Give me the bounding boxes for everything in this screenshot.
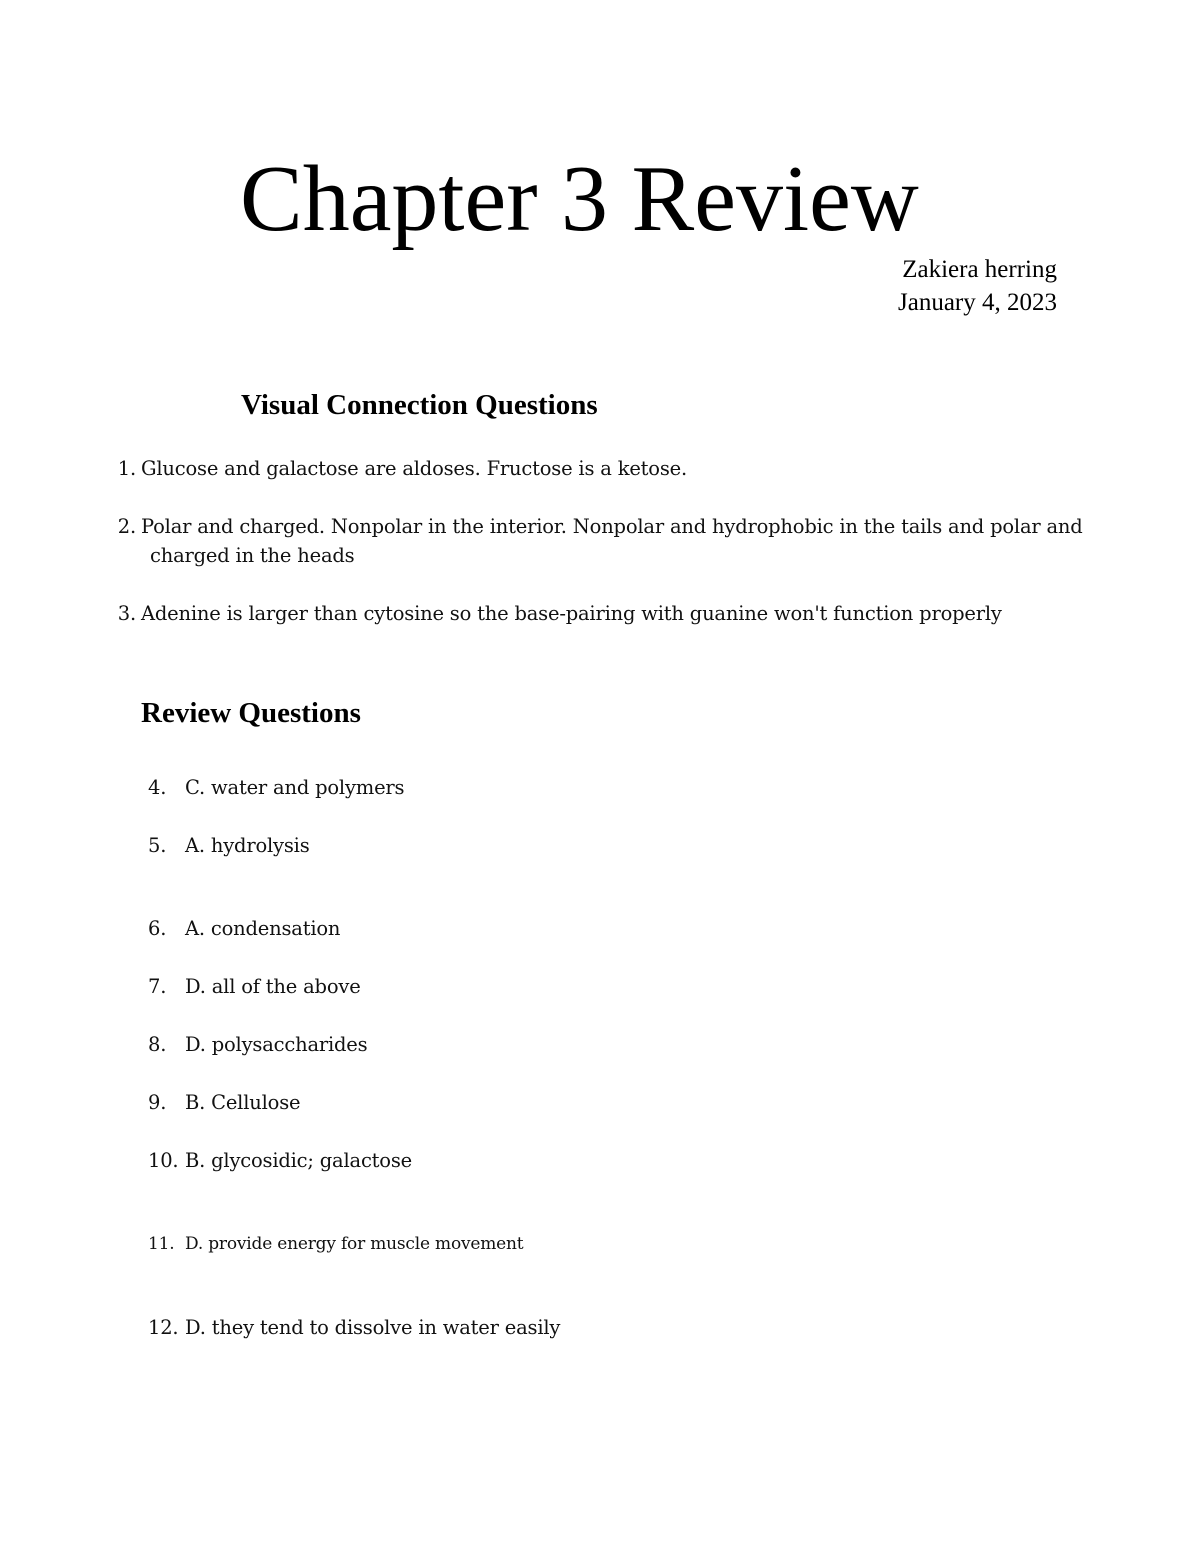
list-item-text: A. condensation — [185, 917, 341, 940]
list-item-text: B. glycosidic; galactose — [185, 1149, 412, 1172]
list-item-text: C. water and polymers — [185, 776, 405, 799]
list-item-number: 10. — [148, 1149, 179, 1172]
list-item-text: Polar and charged. Nonpolar in the interior. Nonpolar and hydrophobic in the tails and polar and — [141, 515, 1083, 538]
list-item-text: Adenine is larger than cytosine so the base-pairing with guanine won't function properly — [141, 602, 1002, 625]
review-questions-heading: Review Questions — [141, 697, 361, 729]
document-title: Chapter 3 Review — [240, 147, 919, 251]
list-item-text-continuation: charged in the heads — [150, 544, 355, 567]
list-item-text: D. all of the above — [185, 975, 361, 998]
list-item-number: 1. — [117, 457, 136, 480]
list-item-number: 2. — [117, 515, 136, 538]
list-item-number: 7. — [148, 975, 167, 998]
author-name: Zakiera herring — [902, 256, 1057, 283]
list-item — [117, 454, 1066, 483]
visual-connection-heading: Visual Connection Questions — [241, 389, 598, 421]
list-item-number: 8. — [148, 1033, 167, 1056]
list-item-text: D. polysaccharides — [185, 1033, 368, 1056]
list-item — [117, 599, 1066, 628]
list-item-text: D. they tend to dissolve in water easily — [185, 1316, 561, 1339]
list-item-number: 12. — [148, 1316, 179, 1339]
list-item-text: D. provide energy for muscle movement — [185, 1234, 524, 1254]
list-item-text: B. Cellulose — [185, 1091, 301, 1114]
list-item-text: Glucose and galactose are aldoses. Fructose is a ketose. — [141, 457, 687, 480]
list-item — [117, 512, 1083, 570]
list-item-number: 4. — [148, 776, 167, 799]
list-item-text: A. hydrolysis — [185, 834, 310, 857]
list-item-number: 9. — [148, 1091, 167, 1114]
document-date: January 4, 2023 — [898, 289, 1057, 316]
list-item-number: 6. — [148, 917, 167, 940]
list-item-number: 3. — [117, 602, 136, 625]
list-item-number: 5. — [148, 834, 167, 857]
list-item-number: 11. — [148, 1234, 175, 1254]
